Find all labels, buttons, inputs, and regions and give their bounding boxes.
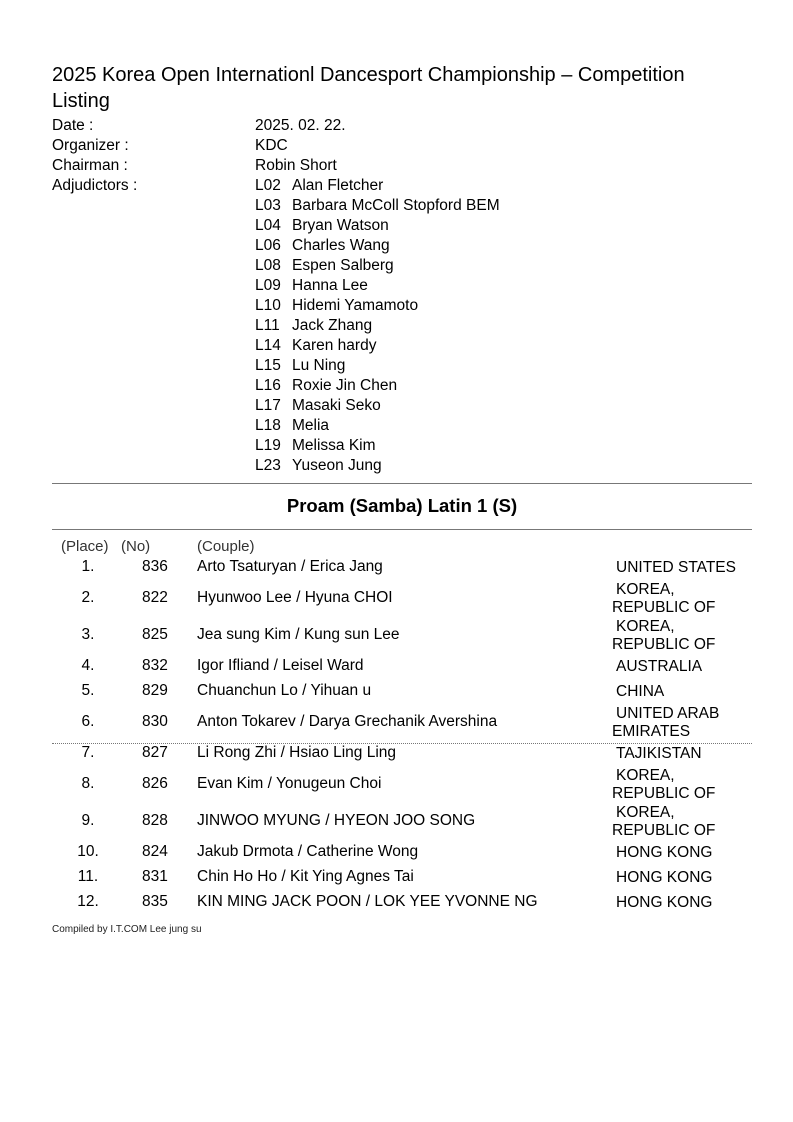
chairman-value: Robin Short — [255, 157, 337, 174]
footer-credit: Compiled by I.T.COM Lee jung su — [52, 924, 202, 935]
couple-cell: Chuanchun Lo / Yihuan u — [197, 682, 372, 699]
number-cell: 836 — [142, 558, 168, 575]
country-line: KOREA, — [616, 804, 675, 821]
couple-cell: Hyunwoo Lee / Hyuna CHOI — [197, 589, 393, 606]
couple-cell: Jakub Drmota / Catherine Wong — [197, 843, 419, 860]
adjudicator-row — [255, 436, 500, 456]
number-cell: 824 — [142, 843, 168, 860]
country-line: EMIRATES — [612, 723, 691, 740]
country-line: UNITED ARAB — [616, 705, 720, 722]
adjudicator-name: Jack Zhang — [292, 317, 373, 334]
country-cell — [612, 559, 736, 577]
country-cell — [612, 581, 715, 617]
adjudicator-code: L23 — [255, 457, 281, 474]
country-line: KOREA, — [616, 618, 675, 635]
adjudicator-code: L04 — [255, 217, 281, 234]
adjudicator-name: Espen Salberg — [292, 257, 394, 274]
organizer-value: KDC — [255, 137, 288, 154]
adjudicator-code: L03 — [255, 197, 281, 214]
adjudicator-row — [255, 236, 500, 256]
adjudicator-name: Hanna Lee — [292, 277, 368, 294]
place-cell: 10. — [77, 843, 99, 860]
adjudicator-code: L14 — [255, 337, 281, 354]
couple-cell: Jea sung Kim / Kung sun Lee — [197, 626, 400, 643]
meta-date — [52, 116, 752, 136]
adjudicator-code: L02 — [255, 177, 281, 194]
divider — [52, 529, 752, 530]
place-cell: 6. — [81, 713, 95, 730]
place-cell: 12. — [77, 893, 99, 910]
number-cell: 829 — [142, 682, 168, 699]
adjudicator-name: Roxie Jin Chen — [292, 377, 398, 394]
country-cell — [612, 869, 712, 887]
date-value: 2025. 02. 22. — [255, 117, 346, 134]
event-title: Proam (Samba) Latin 1 (S) — [286, 495, 518, 516]
couple-cell: Chin Ho Ho / Kit Ying Agnes Tai — [197, 868, 414, 885]
adjudicator-code: L15 — [255, 357, 281, 374]
adjudicator-code: L06 — [255, 237, 281, 254]
adjudicator-name: Masaki Seko — [292, 397, 381, 414]
number-cell: 826 — [142, 775, 168, 792]
country-cell — [612, 658, 702, 676]
country-cell — [612, 705, 719, 741]
adjudicator-row — [255, 276, 500, 296]
table-row — [0, 841, 793, 866]
adjudicator-row — [255, 356, 500, 376]
couple-cell: Li Rong Zhi / Hsiao Ling Ling — [197, 744, 397, 761]
table-row — [0, 866, 793, 891]
place-cell: 7. — [81, 744, 95, 761]
place-cell: 5. — [81, 682, 95, 699]
country-cell — [612, 804, 715, 840]
adjudicator-name: Yuseon Jung — [292, 457, 382, 474]
date-label: Date : — [52, 117, 94, 134]
number-cell: 830 — [142, 713, 168, 730]
adjudicator-name: Alan Fletcher — [292, 177, 384, 194]
header-couple: (Couple) — [197, 538, 255, 555]
table-row — [0, 891, 793, 916]
table-row — [0, 680, 793, 705]
country-line: UNITED STATES — [616, 559, 736, 576]
country-line: REPUBLIC OF — [612, 599, 716, 616]
divider — [52, 483, 752, 484]
country-cell — [612, 683, 664, 701]
adjudicator-name: Charles Wang — [292, 237, 390, 254]
adjudicator-name: Melissa Kim — [292, 437, 376, 454]
adjudicator-row — [255, 176, 500, 196]
adjudicator-code: L17 — [255, 397, 281, 414]
country-line: HONG KONG — [616, 894, 713, 911]
page-title: 2025 Korea Open Internationl Dancesport Championship – Competition Listing — [52, 64, 685, 112]
adjudicator-row — [255, 296, 500, 316]
place-cell: 8. — [81, 775, 95, 792]
country-line: REPUBLIC OF — [612, 636, 716, 653]
couple-cell: Evan Kim / Yonugeun Choi — [197, 775, 382, 792]
country-line: AUSTRALIA — [616, 658, 703, 675]
adjudicator-name: Melia — [292, 417, 330, 434]
country-line: HONG KONG — [616, 844, 713, 861]
adjudicator-row — [255, 336, 500, 356]
number-cell: 831 — [142, 868, 168, 885]
country-line: KOREA, — [616, 581, 675, 598]
adjudicator-name: Barbara McColl Stopford BEM — [292, 197, 500, 214]
adjudicator-row — [255, 256, 500, 276]
adjudicator-code: L11 — [255, 317, 280, 334]
adjudicator-row — [255, 416, 500, 436]
country-cell — [612, 745, 702, 763]
country-cell — [612, 618, 715, 654]
adjudicator-name: Karen hardy — [292, 337, 377, 354]
adjudicator-code: L16 — [255, 377, 281, 394]
country-line: HONG KONG — [616, 869, 713, 886]
adjudicator-name: Hidemi Yamamoto — [292, 297, 419, 314]
table-row — [0, 556, 793, 581]
country-cell — [612, 767, 715, 803]
adjudicator-name: Bryan Watson — [292, 217, 389, 234]
country-line: REPUBLIC OF — [612, 785, 716, 802]
place-cell: 3. — [81, 626, 95, 643]
couple-cell: KIN MING JACK POON / LOK YEE YVONNE NG — [197, 893, 538, 910]
final-divider — [52, 743, 752, 744]
couple-cell: JINWOO MYUNG / HYEON JOO SONG — [197, 812, 476, 829]
adjudicator-list — [255, 176, 500, 476]
country-line: CHINA — [616, 683, 665, 700]
adjudicator-code: L09 — [255, 277, 281, 294]
country-line: KOREA, — [616, 767, 675, 784]
number-cell: 827 — [142, 744, 168, 761]
place-cell: 1. — [81, 558, 95, 575]
couple-cell: Igor Ifliand / Leisel Ward — [197, 657, 364, 674]
chairman-label: Chairman : — [52, 157, 128, 174]
table-row — [0, 767, 793, 804]
place-cell: 9. — [81, 812, 95, 829]
header-no: (No) — [121, 538, 151, 555]
adjudicator-row — [255, 196, 500, 216]
country-cell — [612, 844, 712, 862]
number-cell: 835 — [142, 893, 168, 910]
table-row — [0, 705, 793, 742]
table-row — [0, 655, 793, 680]
adjudicator-name: Lu Ning — [292, 357, 346, 374]
adjudicator-row — [255, 456, 500, 476]
place-cell: 2. — [81, 589, 95, 606]
table-row — [0, 742, 793, 767]
country-cell — [612, 894, 712, 912]
country-line: REPUBLIC OF — [612, 822, 716, 839]
number-cell: 832 — [142, 657, 168, 674]
adjudicators-label: Adjudictors : — [52, 177, 138, 194]
adjudicator-code: L10 — [255, 297, 281, 314]
adjudicator-code: L08 — [255, 257, 281, 274]
place-cell: 11. — [77, 868, 99, 885]
adjudicator-code: L19 — [255, 437, 281, 454]
number-cell: 822 — [142, 589, 168, 606]
adjudicator-row — [255, 216, 500, 236]
table-row — [0, 581, 793, 618]
couple-cell: Arto Tsaturyan / Erica Jang — [197, 558, 383, 575]
adjudicator-row — [255, 376, 500, 396]
number-cell: 828 — [142, 812, 168, 829]
number-cell: 825 — [142, 626, 168, 643]
adjudicator-code: L18 — [255, 417, 281, 434]
table-row — [0, 804, 793, 841]
adjudicator-row — [255, 316, 500, 336]
place-cell: 4. — [81, 657, 95, 674]
header-place: (Place) — [61, 538, 109, 555]
adjudicator-row — [255, 396, 500, 416]
meta-organizer — [52, 136, 752, 156]
table-row — [0, 618, 793, 655]
country-line: TAJIKISTAN — [616, 745, 702, 762]
meta-chairman — [52, 156, 752, 176]
organizer-label: Organizer : — [52, 137, 129, 154]
couple-cell: Anton Tokarev / Darya Grechanik Avershina — [197, 713, 498, 730]
